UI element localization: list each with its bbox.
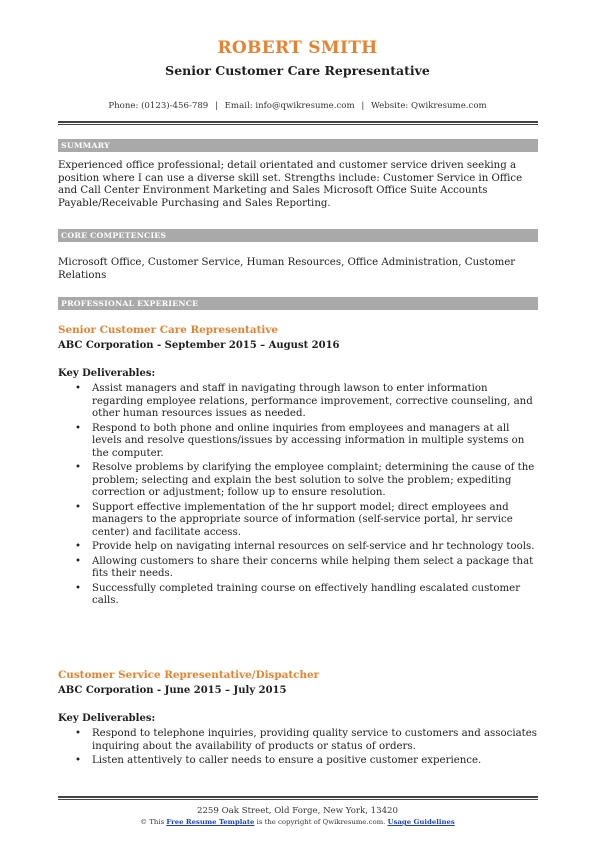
summary-heading: SUMMARY (58, 139, 538, 152)
candidate-name: ROBERT SMITH (217, 38, 378, 58)
list-item: • Listen attentively to caller needs to ensure a positive customer experience. (58, 755, 538, 768)
footer-divider (58, 796, 538, 800)
list-item: • Successfully completed training course on effectively handling escalated customer calls. (58, 583, 538, 608)
contact-phone: Phone: (0123)-456-789 (108, 101, 209, 111)
competencies-text: Microsoft Office, Customer Service, Human Resources, Office Administration, Customer Relations (58, 257, 516, 281)
job-company: ABC Corporation - September 2015 – August 2016 (58, 340, 340, 351)
job-company: ABC Corporation - June 2015 – July 2015 (58, 685, 287, 696)
deliverables-label: Key Deliverables: (58, 368, 156, 379)
job-role: Senior Customer Care Representative (58, 324, 278, 336)
summary-text: Experienced office professional; detail orientated and customer service driven seeking a position where I can use a diverse skill set. Strengths include: Customer Service in Office and Call Center Environment Marketing and Sales Microsoft Office Suite Accounts Payable/Receivable Purchasing and Sales Reporting. (58, 160, 523, 209)
copyright-middle: is the copyright of Qwikresume.com. (256, 818, 386, 826)
list-item: • Resolve problems by clarifying the employee complaint; determining the cause of the problem; selecting and explain the best solution to solve the problem; expediting correction or adjustment; follow up to ensure resolution. (58, 462, 538, 500)
header-divider (58, 121, 538, 125)
deliverables-list (58, 383, 538, 610)
experience-heading: PROFESSIONAL EXPERIENCE (58, 297, 538, 310)
contact-website: Website: Qwikresume.com (371, 101, 487, 111)
list-item: • Assist managers and staff in navigating through lawson to enter information regarding employee relations, performance improvement, corrective counseling, and other human resources issues as needed. (58, 383, 538, 421)
contact-separator: | (361, 101, 365, 111)
footer-address: 2259 Oak Street, Old Forge, New York, 13420 (196, 806, 398, 816)
usage-guidelines-link[interactable]: Usage Guidelines (387, 818, 455, 826)
list-item: • Support effective implementation of the hr support model; direct employees and managers to the appropriate source of information (self-service portal, hr service center) and facilitate access. (58, 502, 538, 540)
list-item: • Respond to both phone and online inquiries from employees and managers at all levels and resolve questions/issues by accessing information in multiple systems on the computer. (58, 423, 538, 461)
list-item: • Respond to telephone inquiries, providing quality service to customers and associates inquiring about the availability of products or status of orders. (58, 728, 538, 753)
copyright-prefix: © This (140, 818, 165, 826)
free-resume-template-link[interactable]: Free Resume Template (166, 818, 255, 826)
footer-copyright (0, 818, 595, 826)
competencies-heading: CORE COMPETENCIES (58, 229, 538, 242)
list-item: • Allowing customers to share their concerns while helping them select a package that fits their needs. (58, 556, 538, 581)
contact-email: Email: info@qwikresume.com (224, 101, 355, 111)
contact-separator: | (215, 101, 218, 111)
deliverables-list (58, 728, 538, 770)
job-role: Customer Service Representative/Dispatcher (58, 669, 320, 681)
candidate-title: Senior Customer Care Representative (165, 63, 430, 78)
deliverables-label: Key Deliverables: (58, 713, 156, 724)
contact-line (0, 101, 595, 111)
list-item: • Provide help on navigating internal resources on self-service and hr technology tools. (58, 541, 538, 554)
